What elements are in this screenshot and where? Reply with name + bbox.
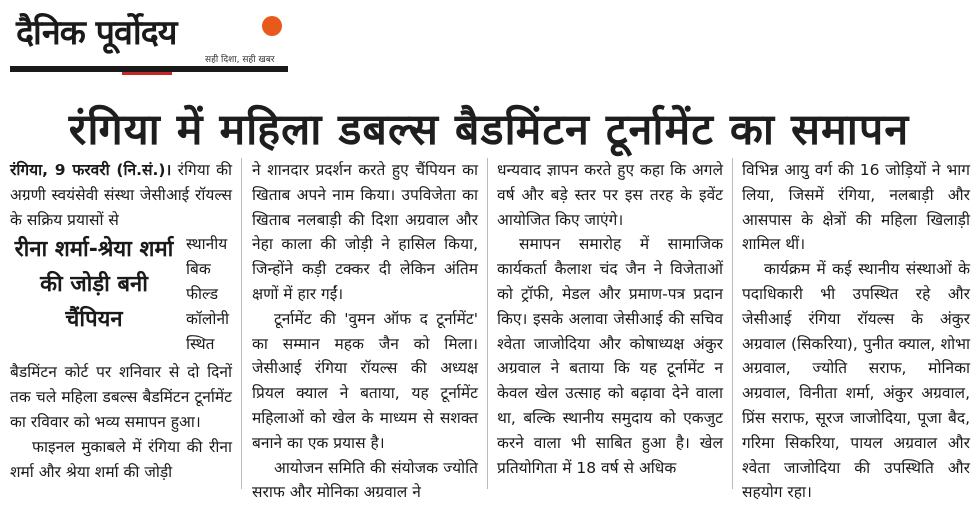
article-column-2 bbox=[252, 158, 478, 502]
subhead-block bbox=[10, 232, 232, 360]
col3-paragraph-2: समापन समारोह में सामाजिक कार्यकर्ता कैलाश चंद जैन ने विजेताओं को ट्रॉफी, मेडल और प्रमाण-पत्र प्रदान किए। इसके अलावा जेसीआई की सचिव श्वेता जाजोदिया और कोषाध्यक्ष अंकुर अग्रवाल ने बताया कि यह टूर्नामेंट न केवल खेल उत्साह को बढ़ावा देने वाला था, बल्कि स्थानीय समुदाय को एकजुट करने वाला भी साबित हुआ है। खेल प्रतियोगिता में 18 वर्ष से अधिक bbox=[497, 235, 723, 477]
col4-paragraph-1: विभिन्न आयु वर्ग की 16 जोड़ियों ने भाग लिया, जिसमें रंगिया, नलबाड़ी और आसपास के क्षेत्रों की महिला खिलाड़ी शामिल थीं। bbox=[742, 161, 970, 254]
article-column-3 bbox=[497, 158, 723, 489]
masthead-logo-dot bbox=[262, 16, 282, 36]
masthead-red-rule bbox=[122, 72, 172, 75]
article-column-4 bbox=[742, 158, 970, 502]
masthead bbox=[10, 8, 288, 74]
masthead-tagline: सही दिशा, सही खबर bbox=[205, 55, 275, 65]
column-divider bbox=[241, 158, 242, 489]
col1-side-text: स्थानीय बिक फील्ड कॉलोनी स्थित bbox=[186, 235, 230, 353]
col2-paragraph-1: ने शानदार प्रदर्शन करते हुए चैंपियन का खिताब अपने नाम किया। उपविजेता का खिताब नलबाड़ी की दिशा अग्रवाल और नेहा काला की जोड़ी ने हासिल किया, जिन्होंने कड़ी टक्कर दी लेकिन अंतिम क्षणों में हार गईं। bbox=[252, 161, 478, 303]
masthead-title: दैनिक पूर्वोदय bbox=[16, 13, 177, 53]
col4-paragraph-2: कार्यक्रम में कई स्थानीय संस्थाओं के पदाधिकारी भी उपस्थित रहे और जेसीआई रंगिया रॉयल्स के अंकुर अग्रवाल (सिकरिया), पुनीत क्याल, शोभा अग्रवाल, ज्योति सराफ, मोनिका अग्रवाल, विनीता शर्मा, अंकुर अग्रवाल, प्रिंस सराफ, सूरज जाजोदिया, पूजा बैद, गरिमा सिकरिया, पायल अग्रवाल और श्वेता जाजोदिया की उपस्थिति और सहयोग रहा। bbox=[742, 260, 970, 502]
article-column-1 bbox=[10, 158, 232, 489]
col2-paragraph-2: टूर्नामेंट की 'वुमन ऑफ द टूर्नामेंट' का सम्मान महक जैन को मिला। जेसीआई रंगिया रॉयल्स की अध्यक्ष प्रियल क्याल ने बताया, यह टूर्नामेंट महिलाओं को खेल के माध्यम से सशक्त बनाने का एक प्रयास है। bbox=[252, 309, 478, 452]
col1-paragraph: बैडमिंटन कोर्ट पर शनिवार से दो दिनों तक चले महिला डबल्स बैडमिंटन टूर्नामेंट का रविवार को भव्य समापन हुआ। bbox=[10, 363, 232, 431]
dateline: रंगिया, 9 फरवरी (नि.सं.)। bbox=[10, 161, 172, 179]
column-divider bbox=[487, 158, 488, 489]
article-subheadline: रीना शर्मा-श्रेया शर्मा की जोड़ी बनी चैंपियन bbox=[14, 237, 174, 333]
col1-paragraph-2: फाइनल मुकाबले में रंगिया की रीना शर्मा और श्रेया शर्मा की जोड़ी bbox=[10, 437, 232, 481]
column-divider bbox=[732, 158, 733, 489]
col3-paragraph-1: धन्यवाद ज्ञापन करते हुए कहा कि अगले वर्ष और बड़े स्तर पर इस तरह के इवेंट आयोजित किए जाएंगे। bbox=[497, 161, 723, 229]
col2-paragraph-3: आयोजन समिति की संयोजक ज्योति सराफ और मोनिका अग्रवाल ने bbox=[252, 458, 478, 502]
col1-intro: रंगिया की अग्रणी स्वयंसेवी संस्था जेसीआई रॉयल्स के सक्रिय प्रयासों से bbox=[10, 161, 232, 229]
article-headline: रंगिया में महिला डबल्स बैडमिंटन टूर्नामेंट का समापन bbox=[68, 105, 910, 155]
